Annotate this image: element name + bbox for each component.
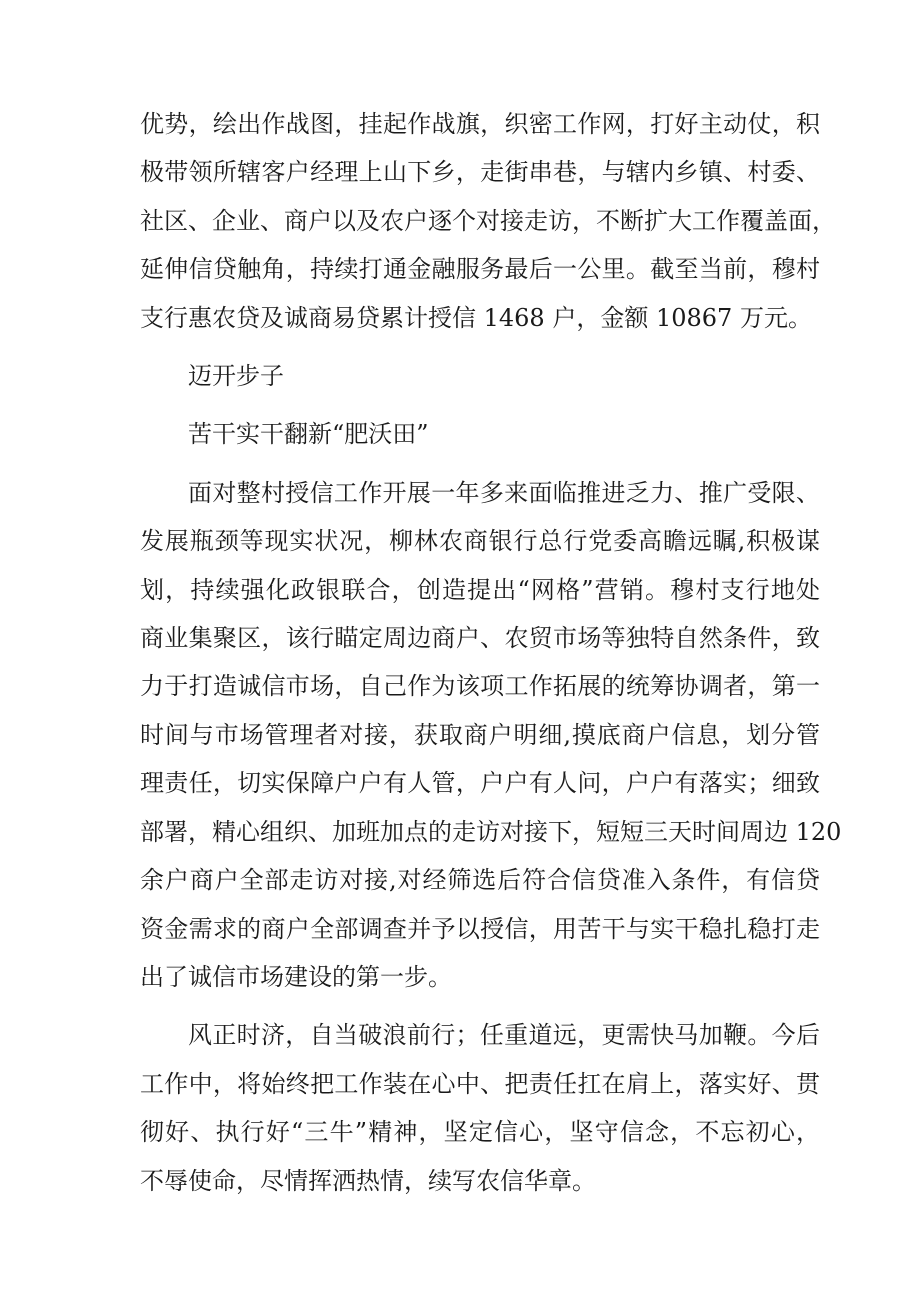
- text-line: 理责任，切实保障户户有人管，户户有人问，户户有落实；细致: [140, 769, 820, 798]
- paragraph-2: [140, 469, 842, 1001]
- text-line: 出了诚信市场建设的第一步。: [140, 962, 452, 991]
- section-heading-2: [140, 410, 820, 458]
- text-line: 不辱使命，尽情挥洒热情，续写农信华章。: [140, 1166, 596, 1195]
- text-line: 彻好、执行好“三牛”精神，坚定信心，坚守信念，不忘初心，: [140, 1118, 820, 1147]
- text-line: 面对整村授信工作开展一年多来面临推进乏力、推广受限、: [188, 478, 820, 507]
- text-line: 风正时济，自当破浪前行；任重道远，更需快马加鞭。今后: [188, 1021, 820, 1050]
- text-line: 余户商户全部走访对接,对经筛选后符合信贷准入条件，有信贷: [140, 866, 820, 895]
- section-heading-1: [140, 352, 820, 400]
- heading-text: 苦干实干翻新“肥沃田”: [188, 420, 429, 449]
- text-line: 部署，精心组织、加班加点的走访对接下，短短三天时间周边 120: [140, 817, 842, 846]
- text-line: 工作中，将始终把工作装在心中、把责任扛在肩上，落实好、贯: [140, 1069, 820, 1098]
- text-line: 资金需求的商户全部调查并予以授信，用苦干与实干稳扎稳打走: [140, 914, 820, 943]
- text-line: 社区、企业、商户以及农户逐个对接走访，不断扩大工作覆盖面，: [140, 206, 836, 235]
- text-line: 极带领所辖客户经理上山下乡，走街串巷，与辖内乡镇、村委、: [140, 158, 820, 187]
- text-line: 延伸信贷触角，持续打通金融服务最后一公里。截至当前，穆村: [140, 255, 820, 284]
- text-line: 划，持续强化政银联合，创造提出“网格”营销。穆村支行地处: [140, 575, 820, 604]
- paragraph-1: [140, 100, 836, 342]
- text-line: 发展瓶颈等现实状况，柳林农商银行总行党委高瞻远瞩,积极谋: [140, 527, 820, 556]
- heading-text: 迈开步子: [188, 362, 284, 391]
- paragraph-3: [140, 1011, 820, 1205]
- text-line: 支行惠农贷及诚商易贷累计授信 1468 户，金额 10867 万元。: [140, 303, 812, 332]
- text-line: 商业集聚区，该行瞄定周边商户、农贸市场等独特自然条件，致: [140, 624, 820, 653]
- text-line: 优势，绘出作战图，挂起作战旗，织密工作网，打好主动仗，积: [140, 110, 820, 138]
- text-line: 时间与市场管理者对接，获取商户明细,摸底商户信息，划分管: [140, 720, 820, 749]
- text-line: 力于打造诚信市场，自己作为该项工作拓展的统筹协调者，第一: [140, 672, 820, 701]
